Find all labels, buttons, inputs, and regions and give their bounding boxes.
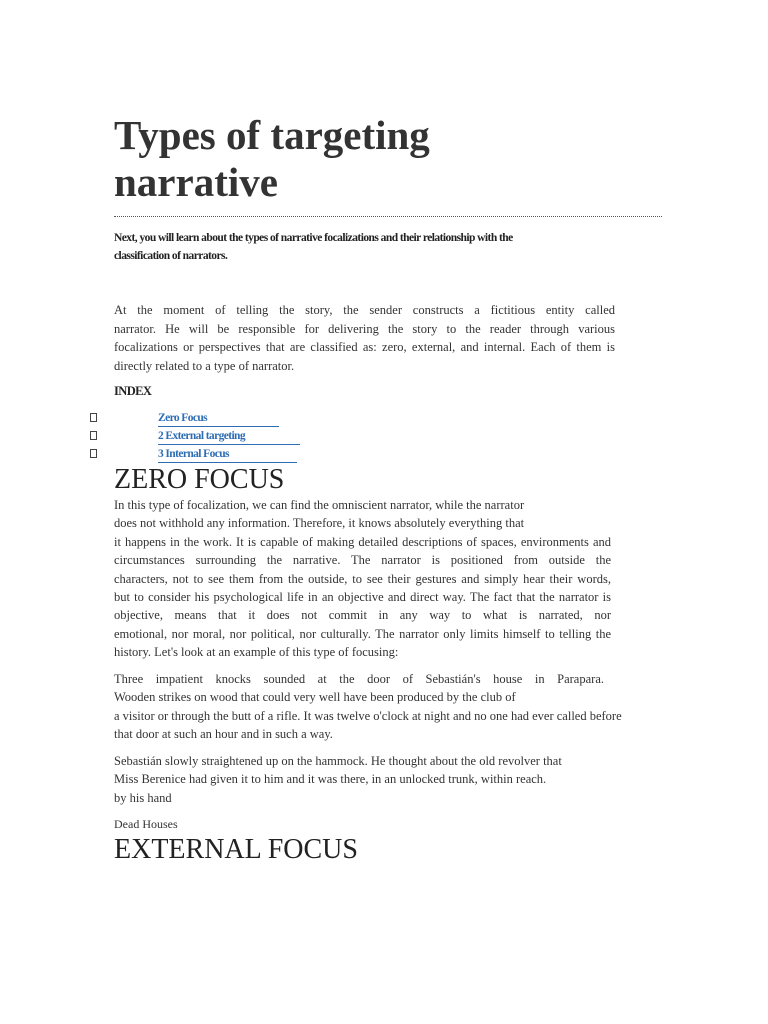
quote-line: a visitor or through the butt of a rifle. It was twelve o'clock at night and no one had ever called before	[114, 708, 622, 723]
intro-paragraph	[114, 301, 615, 375]
lead-paragraph	[114, 229, 514, 265]
square-bullet-icon	[90, 449, 97, 458]
example-quote-paragraph-2	[114, 752, 584, 807]
zero-focus-line: circumstances surrounding the narrative. The narrator is positioned from outside the	[114, 553, 611, 568]
toc-link-external-targeting[interactable]: 2 External targeting	[158, 428, 300, 445]
zero-focus-line: objective, means that it does not commit in any way to what is narrated, nor	[114, 608, 611, 623]
toc-item-internal-focus	[90, 446, 390, 464]
page-title	[114, 112, 534, 206]
lead-line-1: Next, you will learn about the types of narrative focalizations and their relationship with the	[114, 232, 513, 244]
zero-focus-line: it happens in the work. It is capable of making detailed descriptions of spaces, environments and	[114, 534, 611, 549]
example-quote-paragraph-1	[114, 670, 622, 744]
quote-line: that door at such an hour and in such a way.	[114, 727, 333, 742]
toc-item-zero-focus	[90, 410, 390, 428]
square-bullet-icon	[90, 413, 97, 422]
quote-line: Wooden strikes on wood that could very well have been produced by the club of	[114, 690, 516, 705]
zero-focus-line: but to consider his psychological life in an objective and direct way. The fact that the narrator is	[114, 590, 611, 605]
intro-line-3: focalizations or perspectives that are classified as: zero, external, and internal. Each of them is	[114, 340, 615, 354]
quote-line: Sebastián slowly straightened up on the hammock. He thought about the old revolver that	[114, 754, 562, 768]
index-heading: INDEX	[114, 384, 152, 398]
page-title-line-2: narrative	[114, 159, 278, 205]
intro-line-2: narrator. He will be responsible for delivering the story to the reader through various	[114, 321, 615, 336]
zero-focus-line: emotional, nor moral, nor political, nor culturally. The narrator only limits himself to telling the	[114, 626, 611, 641]
square-bullet-icon	[90, 431, 97, 440]
toc-link-internal-focus[interactable]: 3 Internal Focus	[158, 446, 297, 463]
zero-focus-line: history. Let's look at an example of this type of focusing:	[114, 645, 399, 660]
zero-focus-line: does not withhold any information. Therefore, it knows absolutely everything that	[114, 516, 525, 531]
quote-line: by his hand	[114, 790, 172, 805]
zero-focus-line: In this type of focalization, we can find the omniscient narrator, while the narrator	[114, 498, 525, 512]
section-heading-zero-focus: ZERO FOCUS	[114, 464, 285, 495]
intro-line-4: directly related to a type of narrator.	[114, 358, 295, 373]
zero-focus-line: characters, not to see them from the outside, to see their gestures and simply hear their words,	[114, 571, 611, 586]
intro-line-1: At the moment of telling the story, the sender constructs a fictitious entity called	[114, 303, 615, 317]
page-title-line-1: Types of targeting	[114, 112, 430, 158]
quote-source: Dead Houses	[114, 817, 178, 831]
toc-link-zero-focus[interactable]: Zero Focus	[158, 410, 279, 427]
toc-item-external-targeting	[90, 428, 390, 446]
lead-line-2: classification of narrators.	[114, 250, 228, 262]
section-heading-external-focus: EXTERNAL FOCUS	[114, 834, 358, 865]
quote-line: Three impatient knocks sounded at the door of Sebastián's house in Parapara.	[114, 672, 604, 686]
quote-line: Miss Berenice had given it to him and it was there, in an unlocked trunk, within reach.	[114, 772, 547, 787]
title-divider	[114, 216, 662, 217]
zero-focus-paragraph	[114, 496, 611, 662]
table-of-contents	[90, 410, 390, 464]
